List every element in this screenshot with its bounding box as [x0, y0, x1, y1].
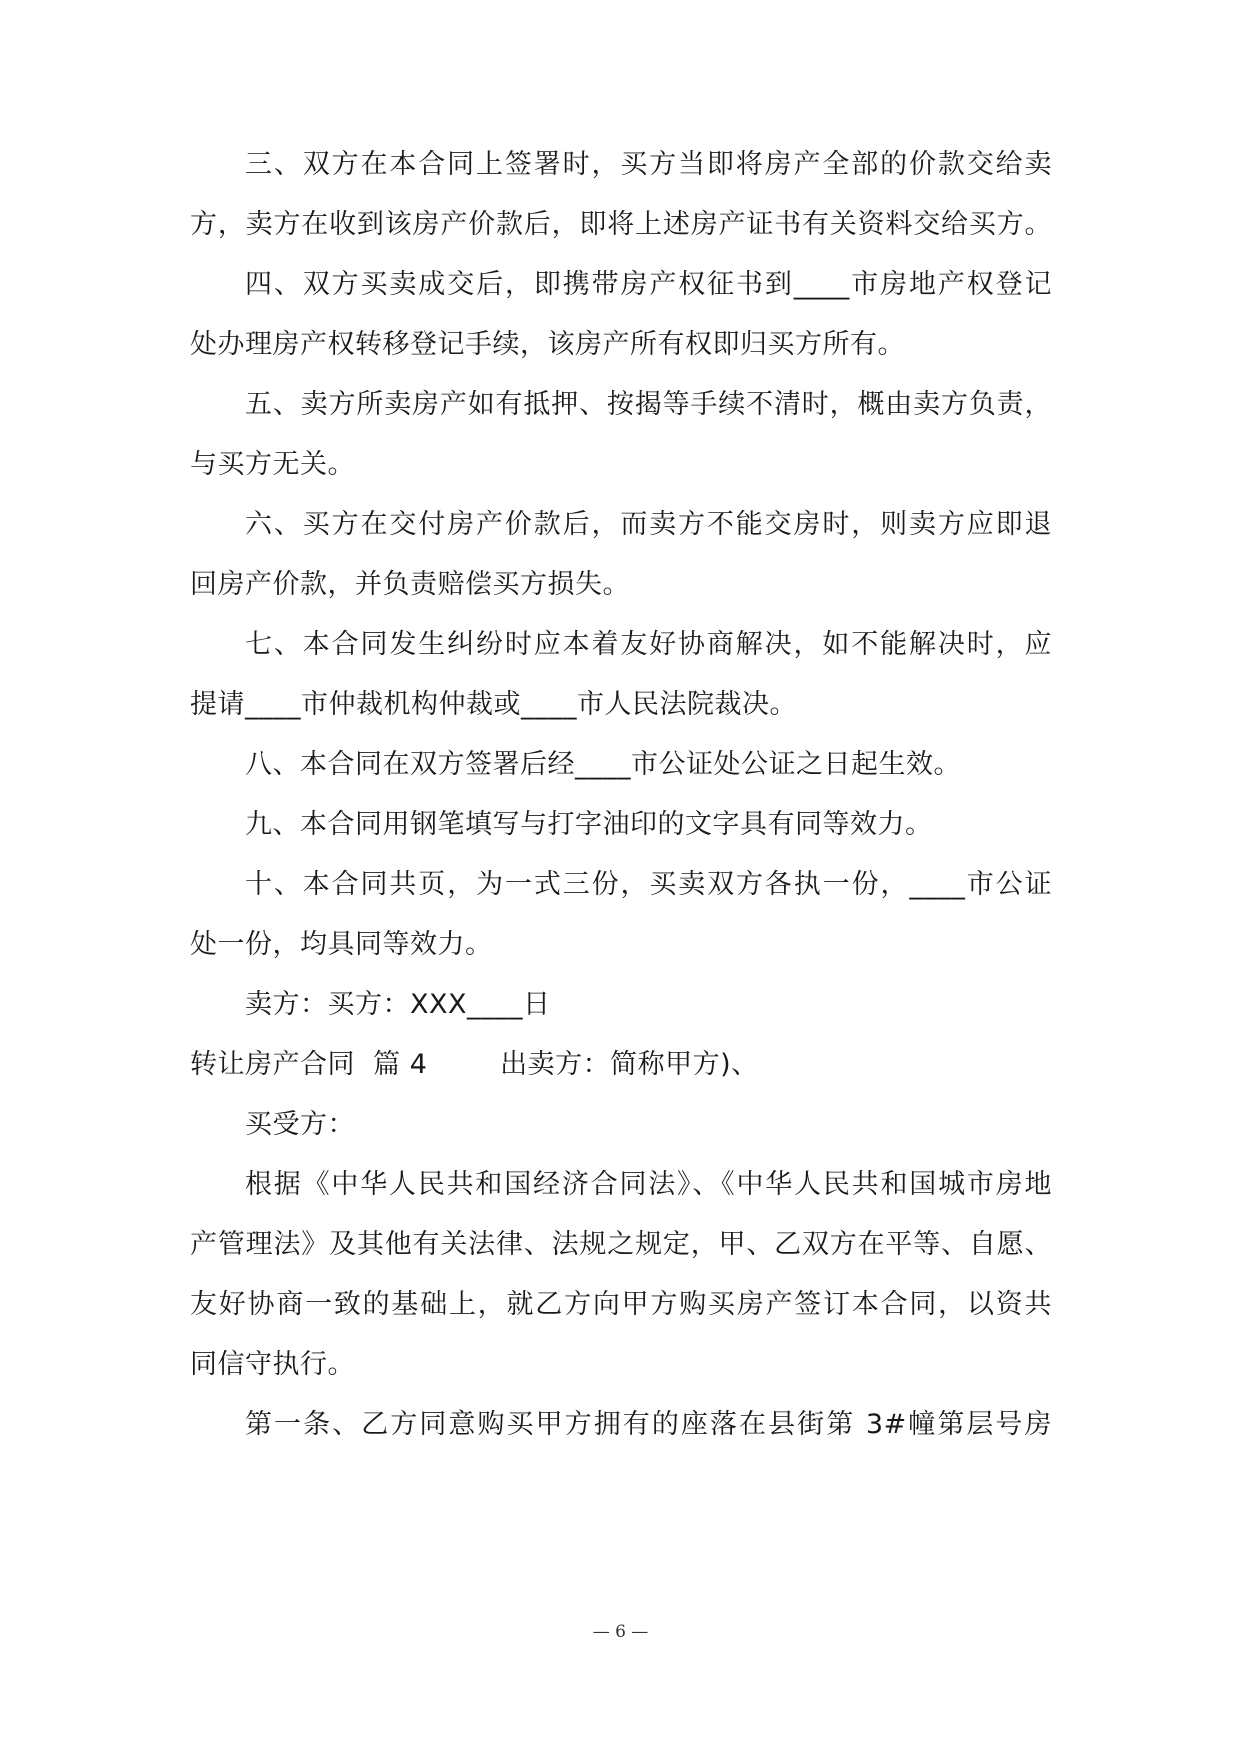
section-heading: 转让房产合同 篇 4 出卖方：简称甲方)、: [190, 1049, 759, 1080]
paragraph-line: 友好协商一致的基础上，就乙方向甲方购买房产签订本合同，以资共: [190, 1289, 1052, 1320]
paragraph-line: 十、本合同共页，为一式三份，买卖双方各执一份，____市公证: [245, 869, 1052, 900]
paragraph-line: 七、本合同发生纠纷时应本着友好协商解决，如不能解决时，应: [245, 629, 1052, 660]
paragraph-line: 第一条、乙方同意购买甲方拥有的座落在县街第 3#幢第层号房: [245, 1409, 1052, 1440]
paragraph-line: 根据《中华人民共和国经济合同法》、《中华人民共和国城市房地: [245, 1169, 1052, 1200]
paragraph-line: 六、买方在交付房产价款后，而卖方不能交房时，则卖方应即退: [245, 509, 1052, 540]
paragraph-line: 与买方无关。: [190, 449, 355, 480]
paragraph-line: 处办理房产权转移登记手续，该房产所有权即归买方所有。: [190, 329, 905, 360]
signature-line: 卖方：买方：XXX____日: [245, 989, 551, 1020]
paragraph-line: 产管理法》及其他有关法律、法规之规定，甲、乙双方在平等、自愿、: [190, 1229, 1052, 1260]
paragraph-line: 同信守执行。: [190, 1349, 355, 1380]
paragraph-line: 五、卖方所卖房产如有抵押、按揭等手续不清时，概由卖方负责，: [245, 389, 1052, 420]
paragraph-line: 处一份，均具同等效力。: [190, 929, 493, 960]
paragraph-line: 方，卖方在收到该房产价款后，即将上述房产证书有关资料交给买方。: [190, 209, 1052, 240]
paragraph-line: 回房产价款，并负责赔偿买方损失。: [190, 569, 630, 600]
paragraph-line: 买受方：: [245, 1109, 355, 1140]
paragraph-line: 三、双方在本合同上签署时，买方当即将房产全部的价款交给卖: [245, 149, 1052, 180]
paragraph-line: 九、本合同用钢笔填写与打字油印的文字具有同等效力。: [245, 809, 933, 840]
paragraph-line: 提请____市仲裁机构仲裁或____市人民法院裁决。: [190, 689, 797, 720]
paragraph-line: 八、本合同在双方签署后经____市公证处公证之日起生效。: [245, 749, 961, 780]
page-number: — 6 —: [592, 1622, 649, 1642]
paragraph-line: 四、双方买卖成交后，即携带房产权征书到____市房地产权登记: [245, 269, 1052, 300]
